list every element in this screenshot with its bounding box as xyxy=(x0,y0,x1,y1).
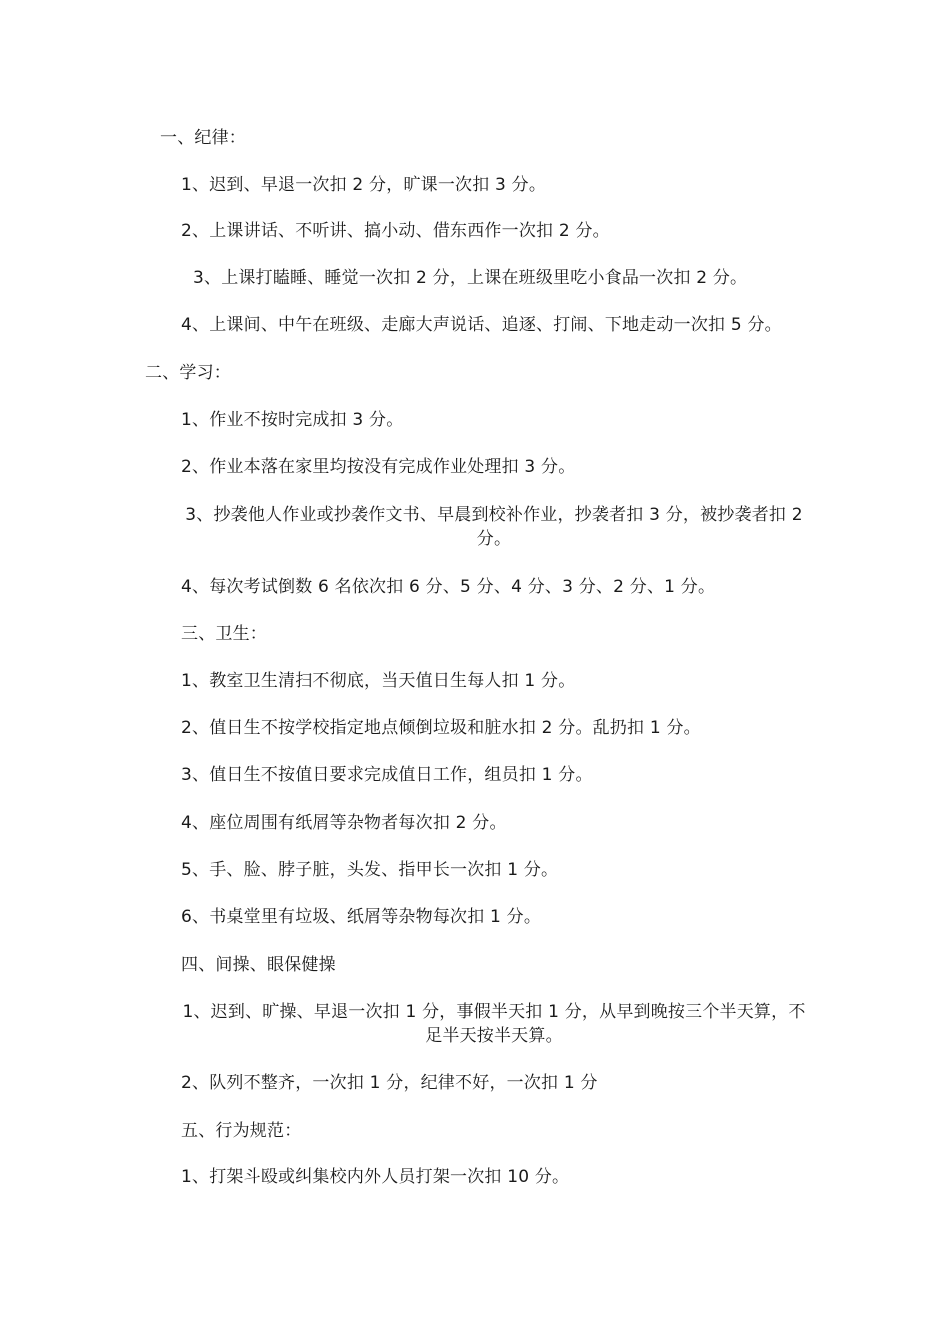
rule-item: 1、作业不按时完成扣 3 分。 xyxy=(181,410,404,430)
rule-item: 1、迟到、早退一次扣 2 分，旷课一次扣 3 分。 xyxy=(181,175,547,195)
rule-item: 1、打架斗殴或纠集校内外人员打架一次扣 10 分。 xyxy=(181,1167,570,1187)
rule-item: 4、上课间、中午在班级、走廊大声说话、追逐、打闹、下地走动一次扣 5 分。 xyxy=(181,315,782,335)
rule-item: 3、上课打瞌睡、睡觉一次扣 2 分，上课在班级里吃小食品一次扣 2 分。 xyxy=(193,268,748,288)
rule-item: 5、手、脸、脖子脏，头发、指甲长一次扣 1 分。 xyxy=(181,860,559,880)
rule-item: 6、书桌堂里有垃圾、纸屑等杂物每次扣 1 分。 xyxy=(181,907,542,927)
rule-item: 3、抄袭他人作业或抄袭作文书、早晨到校补作业，抄袭者扣 3 分，被抄袭者扣 2 分。 xyxy=(185,505,803,549)
section-heading-study: 二、学习： xyxy=(145,363,231,383)
rule-item: 1、教室卫生清扫不彻底，当天值日生每人扣 1 分。 xyxy=(181,671,576,691)
section-heading-exercise: 四、间操、眼保健操 xyxy=(181,955,336,975)
rule-item: 2、作业本落在家里均按没有完成作业处理扣 3 分。 xyxy=(181,457,576,477)
rule-item: 2、值日生不按学校指定地点倾倒垃圾和脏水扣 2 分。乱扔扣 1 分。 xyxy=(181,718,701,738)
section-heading-behavior: 五、行为规范： xyxy=(181,1121,302,1141)
rule-item: 4、座位周围有纸屑等杂物者每次扣 2 分。 xyxy=(181,813,507,833)
section-heading-hygiene: 三、卫生： xyxy=(181,624,267,644)
rule-item: 1、迟到、旷操、早退一次扣 1 分，事假半天扣 1 分，从早到晚按三个半天算，不足半天按半天算。 xyxy=(182,1002,806,1046)
rule-item: 4、每次考试倒数 6 名依次扣 6 分、5 分、4 分、3 分、2 分、1 分。 xyxy=(181,577,716,597)
rule-item: 3、值日生不按值日要求完成值日工作，组员扣 1 分。 xyxy=(181,765,593,785)
rule-item: 2、上课讲话、不听讲、搞小动、借东西作一次扣 2 分。 xyxy=(181,221,610,241)
rule-item: 2、队列不整齐，一次扣 1 分，纪律不好，一次扣 1 分 xyxy=(181,1073,598,1093)
section-heading-discipline: 一、纪律： xyxy=(160,128,246,148)
